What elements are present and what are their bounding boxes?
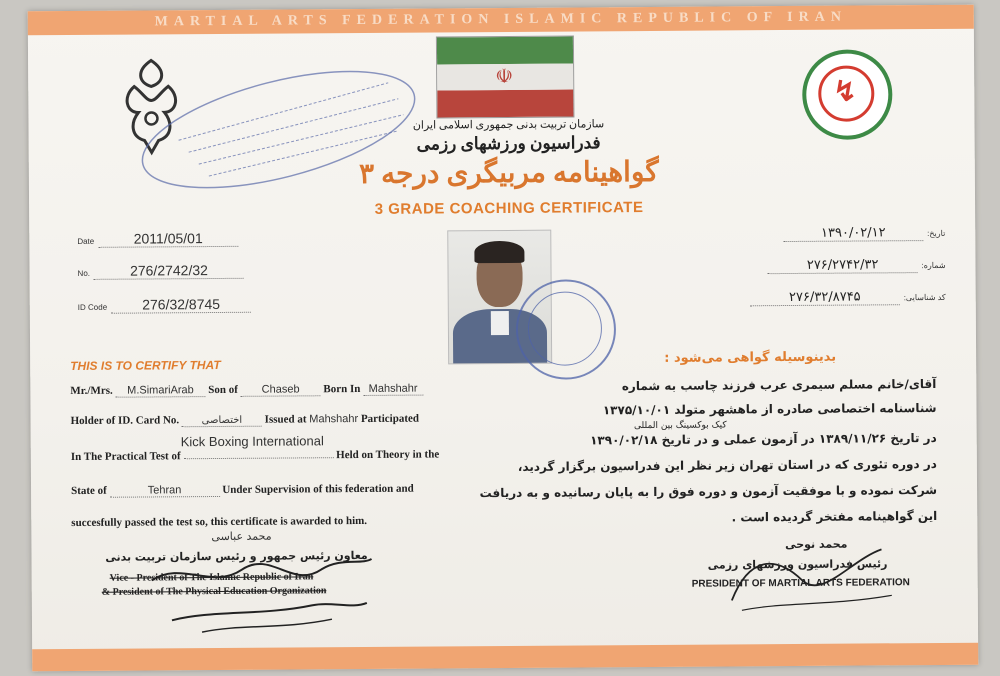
english-line-5: succesfully passed the test so, this certificate is awarded to him. [71, 514, 368, 530]
date-label: Date [77, 236, 95, 246]
number-label: No. [77, 268, 91, 278]
federation-name: فدراسیون ورزشهای رزمی [416, 133, 601, 154]
id-card-value: اختصاصی [182, 415, 262, 428]
label-issued-at: Issued at [264, 413, 307, 426]
number-value: 276/2742/32 [94, 262, 244, 280]
number-label-fa: شماره: [921, 260, 946, 271]
left-signer-title-en-1: Vice - President of The Islamic Republic of Iran [109, 571, 314, 584]
date-field-fa [735, 225, 945, 242]
number-field-en [77, 262, 267, 281]
father-name-en: Chaseb [241, 383, 321, 397]
persian-line-5: شرکت نموده و با موفقیت آزمون و دوره فوق را به پایان رسانیده و به دریافت [479, 482, 938, 501]
number-field-fa [735, 257, 945, 274]
issued-place-en: Mahshahr [309, 413, 359, 426]
id-code-label: ID Code [77, 302, 108, 312]
english-line-1 [70, 382, 470, 398]
label-state-of: State of [71, 484, 107, 498]
holder-name-en: M.SimariArab [115, 384, 205, 398]
right-signature [711, 529, 912, 620]
footer-band [32, 643, 978, 672]
label-born-in: Born In [323, 382, 361, 396]
id-code-value: 276/32/8745 [111, 296, 251, 314]
certificate-title-en: 3 GRADE COACHING CERTIFICATE [374, 199, 644, 218]
persian-line-1: آقای/خانم مسلم سیمری عرب فرزند چاسب به شماره [621, 376, 937, 394]
iran-flag-icon: ☫ [436, 35, 575, 118]
persian-test-name: کیک بوکسینگ بین المللی [634, 420, 727, 432]
birth-place-en: Mahshahr [363, 383, 423, 396]
right-signer-title-en: PRESIDENT OF MARTIAL ARTS FEDERATION [691, 577, 910, 590]
label-practical-test: In The Practical Test of [70, 450, 181, 464]
persian-line-2: شناسنامه اختصاصی صادره از ماهشهر متولد ۱۳۷۵/۱۰/۰۱ [602, 400, 937, 418]
federation-logo-icon: ↯ [802, 49, 893, 140]
persian-line-6: این گواهینامه مفتخر گردیده است . [731, 508, 938, 525]
certify-heading-fa: بدینوسیله گواهی می‌شود : [664, 349, 837, 366]
state-value-en: Tehran [110, 484, 220, 498]
right-signer-name-fa: محمد نوحی [785, 537, 848, 552]
label-under-supervision: Under Supervision of this federation and [222, 482, 414, 496]
right-signer-title-fa: رئیس فدراسیون ورزشهای رزمی [707, 557, 888, 572]
left-signer-title-en-2: & President of The Physical Education Organization [101, 585, 327, 598]
id-code-field-en [78, 296, 268, 315]
test-name-en: Kick Boxing International [180, 433, 324, 450]
id-code-field-fa [726, 289, 946, 307]
label-son-of: Son of [208, 383, 238, 397]
date-field-en [77, 230, 267, 249]
label-mr-mrs: Mr./Mrs. [70, 384, 113, 398]
english-line-2 [71, 412, 481, 428]
id-code-label-fa: کد شناسایی: [903, 292, 946, 303]
english-line-3 [71, 448, 481, 463]
left-signature [141, 519, 382, 641]
date-value: 2011/05/01 [98, 230, 238, 248]
certificate-title-fa: گواهینامه مربیگری درجه ۳ [358, 156, 659, 191]
persian-line-3: در تاریخ ۱۳۸۹/۱۱/۲۶ در آزمون عملی و در تاریخ ۱۳۹۰/۰۲/۱۸ [590, 430, 937, 448]
date-value-fa: ۱۳۹۰/۰۲/۱۲ [783, 225, 923, 242]
certificate-paper [28, 5, 979, 672]
certify-heading-en: THIS IS TO CERTIFY THAT [70, 357, 221, 374]
left-signer-title-fa: معاون رئیس جمهور و رئیس سازمان تربیت بدنی [105, 548, 368, 564]
label-held-on-theory: Held on Theory in the [336, 448, 440, 462]
english-line-4 [71, 482, 491, 498]
left-signer-name-fa: محمد عباسی [211, 529, 272, 544]
date-label-fa: تاریخ: [927, 228, 946, 239]
persian-line-4: در دوره تئوری که در استان تهران زیر نظر این فدراسیون برگزار گردید، [517, 456, 937, 474]
label-id-card: Holder of ID. Card No. [70, 414, 180, 428]
number-value-fa: ۲۷۶/۲۷۴۲/۳۲ [768, 257, 918, 274]
label-participated: Participated [360, 412, 420, 425]
federation-seal-stamp [516, 279, 617, 380]
header-band: MARTIAL ARTS FEDERATION ISLAMIC REPUBLIC OF IRAN [28, 5, 974, 36]
id-code-value-fa: ۲۷۶/۳۲/۸۷۴۵ [750, 289, 900, 306]
organization-name: سازمان تربیت بدنی جمهوری اسلامی ایران [412, 118, 605, 132]
